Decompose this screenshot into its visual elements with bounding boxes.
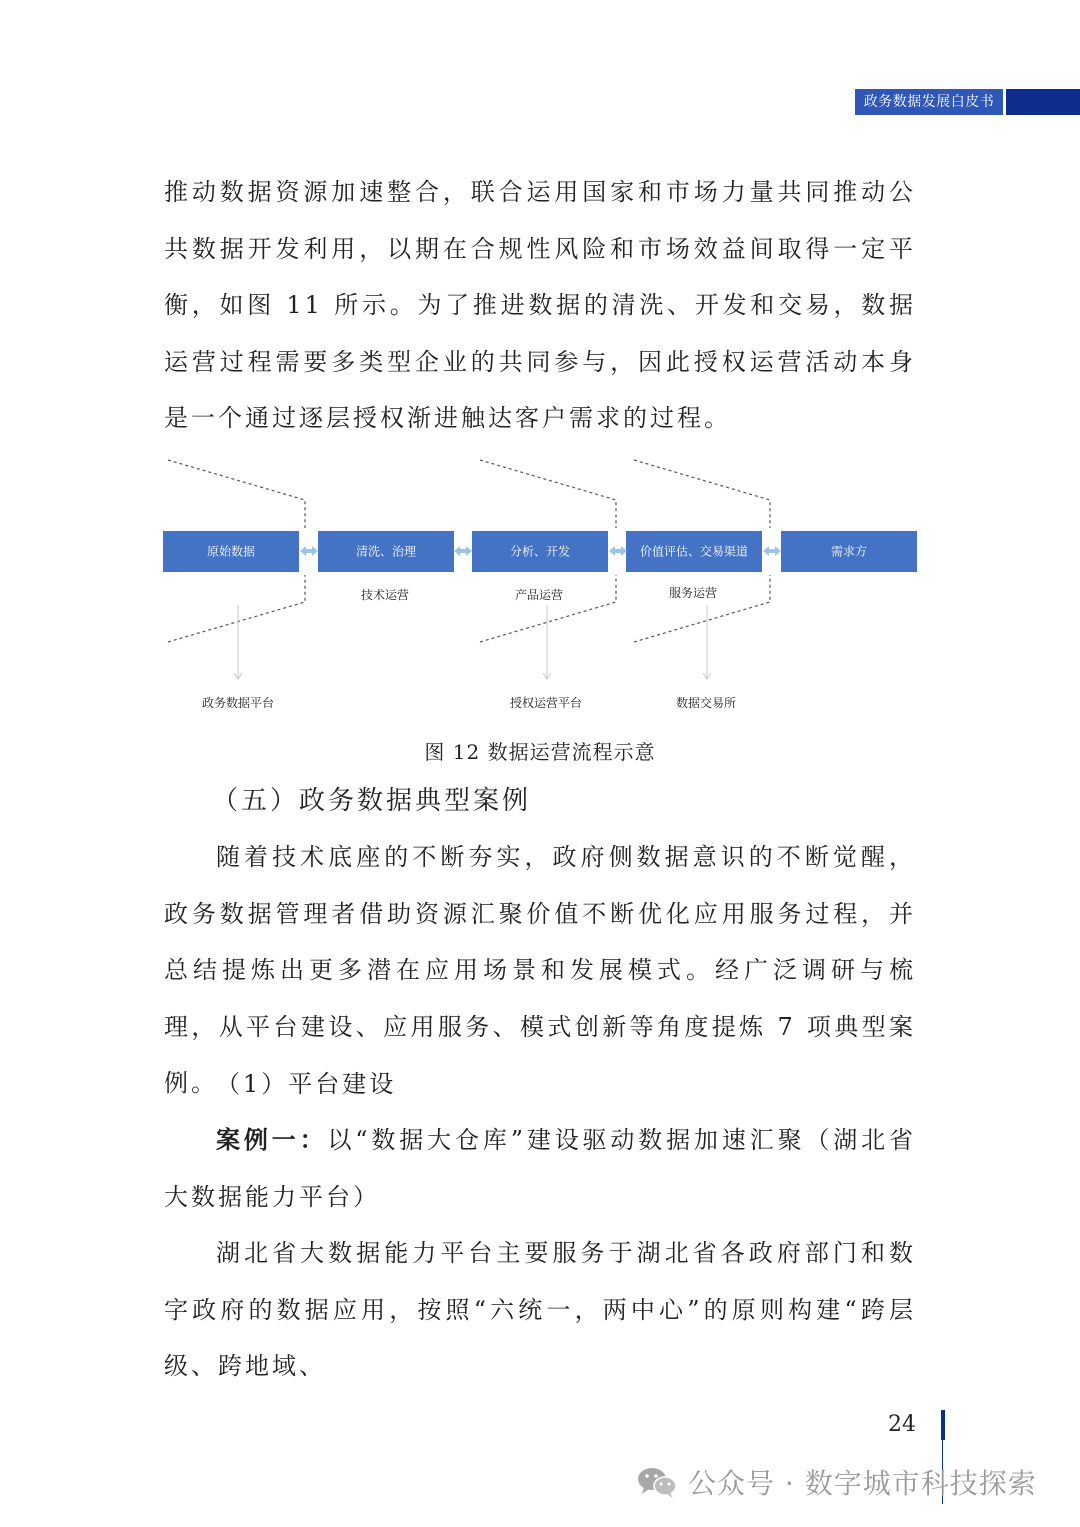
case-1-label: 案例一： [216, 1125, 328, 1154]
section-title: （五）政务数据典型案例 [212, 786, 532, 816]
stage-label-3: 服务运营 [668, 586, 718, 600]
case-1-heading [164, 1112, 916, 1225]
page-number: 24 [888, 1412, 916, 1437]
platform-label-3: 数据交易所 [675, 696, 737, 710]
data-operation-flow-diagram [150, 450, 940, 720]
flow-arrow-1 [300, 546, 318, 556]
stage-label-1: 技术运营 [360, 588, 410, 602]
page-rule [941, 1410, 945, 1440]
flow-box-label-2: 清洗、治理 [355, 544, 417, 559]
flow-box-label-1: 原始数据 [206, 544, 256, 559]
flow-box-label-5: 需求方 [830, 544, 868, 559]
header-accent-bar [1006, 89, 1080, 115]
subsection-title: （1）平台建设 [216, 1070, 397, 1098]
header-badge: 政务数据发展白皮书 [855, 89, 1003, 115]
funnel-2-bottom [480, 575, 616, 642]
flow-arrow-3 [609, 546, 627, 556]
watermark [636, 1462, 1037, 1502]
platform-label-1: 政务数据平台 [201, 696, 275, 710]
case-1-title: 以“数据大仓库”建设驱动数据加速汇聚（湖北省大数据能力平台） [164, 1126, 916, 1211]
intro-paragraph: 推动数据资源加速整合，联合运用国家和市场力量共同推动公共数据开发利用，以期在合规性风险和市场效益间取得一定平衡，如图 11 所示。为了推进数据的清洗、开发和交易，数据运营过程需要多类型企业的共同参与，因此授权运营活动本身是一个通过逐层授权渐进触达客户需求的过程。 [164, 178, 916, 433]
stage-label-2: 产品运营 [514, 588, 564, 602]
funnel-2-top [480, 460, 616, 528]
platform-label-2: 授权运营平台 [509, 696, 583, 710]
section-paragraph: 随着技术底座的不断夯实，政府侧数据意识的不断觉醒，政务数据管理者借助资源汇聚价值不断优化应用服务过程，并总结提炼出更多潜在应用场景和发展模式。经广泛调研与梳理，从平台建设、应用服务、模式创新等角度提炼 7 项典型案例。 [164, 843, 916, 1098]
case-1-paragraph: 湖北省大数据能力平台主要服务于湖北省各政府部门和数字政府的数据应用，按照“六统一，两中心”的原则构建“跨层级、跨地域、 [164, 1239, 916, 1381]
figure-caption: 图 12 数据运营流程示意 [424, 740, 656, 764]
wechat-icon [636, 1464, 678, 1500]
watermark-text: 公众号 · 数字城市科技探索 [688, 1467, 1037, 1500]
funnel-1-top [168, 460, 305, 528]
flow-box-label-3: 分析、开发 [509, 544, 571, 559]
flow-arrow-4 [763, 546, 781, 556]
funnel-3-top [634, 460, 770, 528]
flow-box-label-4: 价值评估、交易渠道 [639, 544, 749, 559]
funnel-1-bottom [168, 575, 305, 642]
flow-arrow-2 [454, 546, 472, 556]
